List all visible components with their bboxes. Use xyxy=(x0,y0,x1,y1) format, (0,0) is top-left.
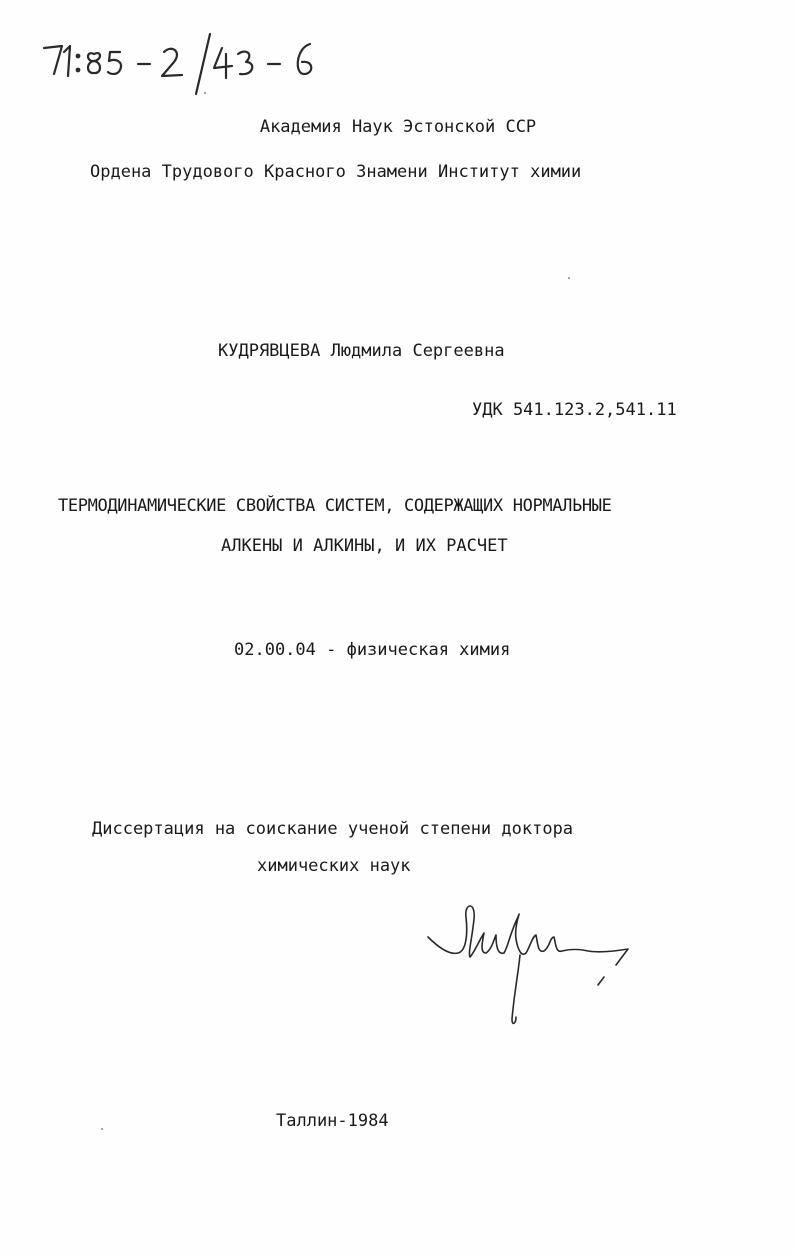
degree-line-2: химических наук xyxy=(257,856,411,876)
institute-name: Ордена Трудового Красного Знамени Институт химии xyxy=(90,162,582,182)
degree-line-1: Диссертация на соискание ученой степени доктора xyxy=(92,819,574,839)
city-year: Таллин-1984 xyxy=(276,1111,389,1131)
scan-speck xyxy=(568,277,570,279)
scan-speck xyxy=(204,92,206,94)
specialty: 02.00.04 - физическая химия xyxy=(234,640,511,660)
handwritten-signature xyxy=(420,895,645,1035)
handwritten-archive-code xyxy=(40,30,340,100)
author-name: КУДРЯВЦЕВА Людмила Сергеевна xyxy=(218,341,505,361)
udc-code: УДК 541.123.2,541.11 xyxy=(472,400,677,420)
scan-speck xyxy=(101,1128,103,1130)
academy-name: Академия Наук Эстонской ССР xyxy=(259,117,537,137)
title-line-1: ТЕРМОДИНАМИЧЕСКИЕ СВОЙСТВА СИСТЕМ, СОДЕРЖАЩИХ НОРМАЛЬНЫЕ xyxy=(58,496,612,516)
title-line-2: АЛКЕНЫ И АЛКИНЫ, И ИХ РАСЧЕТ xyxy=(221,536,508,556)
